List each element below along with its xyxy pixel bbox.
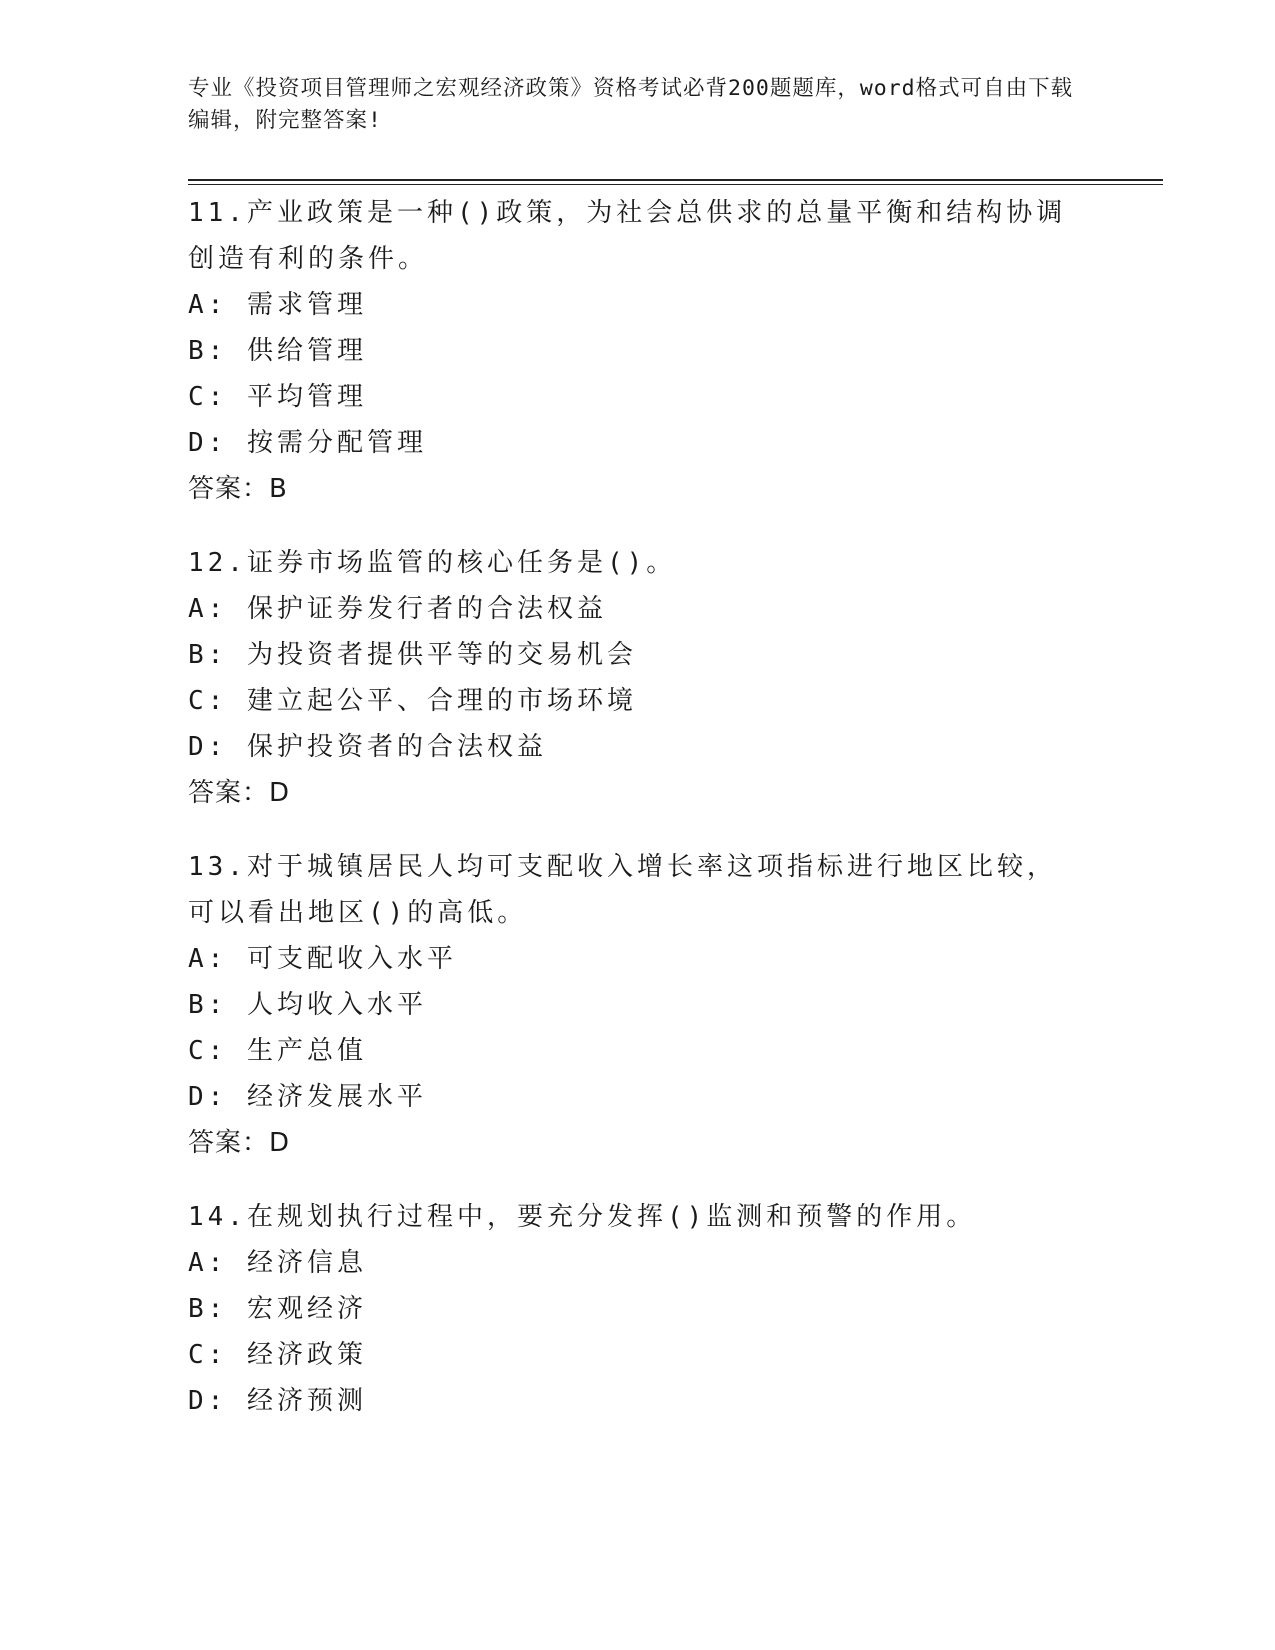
question-stem: 11.产业政策是一种()政策，为社会总供求的总量平衡和结构协调创造有利的条件。 [188, 198, 1067, 274]
option-c: C: 平均管理 [188, 382, 367, 412]
option-b: B: 为投资者提供平等的交易机会 [188, 640, 637, 670]
option-d: D: 保护投资者的合法权益 [188, 732, 547, 762]
question-stem: 14.在规划执行过程中，要充分发挥()监测和预警的作用。 [188, 1202, 977, 1232]
option-b: B: 供给管理 [188, 336, 367, 366]
option-d: D: 经济预测 [188, 1386, 367, 1416]
option-c: C: 经济政策 [188, 1340, 367, 1370]
question-13 [188, 844, 1088, 1166]
option-c: C: 建立起公平、合理的市场环境 [188, 686, 637, 716]
question-stem: 13.对于城镇居民人均可支配收入增长率这项指标进行地区比较，可以看出地区()的高低。 [188, 852, 1057, 928]
question-14 [188, 1194, 1088, 1424]
option-d: D: 按需分配管理 [188, 428, 427, 458]
answer: 答案：D [188, 1128, 291, 1158]
question-stem: 12.证券市场监管的核心任务是()。 [188, 548, 677, 578]
option-a: A: 可支配收入水平 [188, 944, 457, 974]
question-11 [188, 190, 1088, 512]
option-b: B: 人均收入水平 [188, 990, 427, 1020]
question-12 [188, 540, 1088, 816]
header-divider-thick [188, 179, 1163, 181]
option-d: D: 经济发展水平 [188, 1082, 427, 1112]
option-a: A: 经济信息 [188, 1248, 367, 1278]
option-a: A: 需求管理 [188, 290, 367, 320]
option-b: B: 宏观经济 [188, 1294, 367, 1324]
answer: 答案：D [188, 778, 291, 808]
question-list [188, 190, 1088, 1452]
option-a: A: 保护证券发行者的合法权益 [188, 594, 607, 624]
option-c: C: 生产总值 [188, 1036, 367, 1066]
answer: 答案：B [188, 474, 288, 504]
document-intro: 专业《投资项目管理师之宏观经济政策》资格考试必背200题题库，word格式可自由下载编辑，附完整答案! [188, 76, 1074, 133]
header-divider-thin [188, 184, 1163, 185]
